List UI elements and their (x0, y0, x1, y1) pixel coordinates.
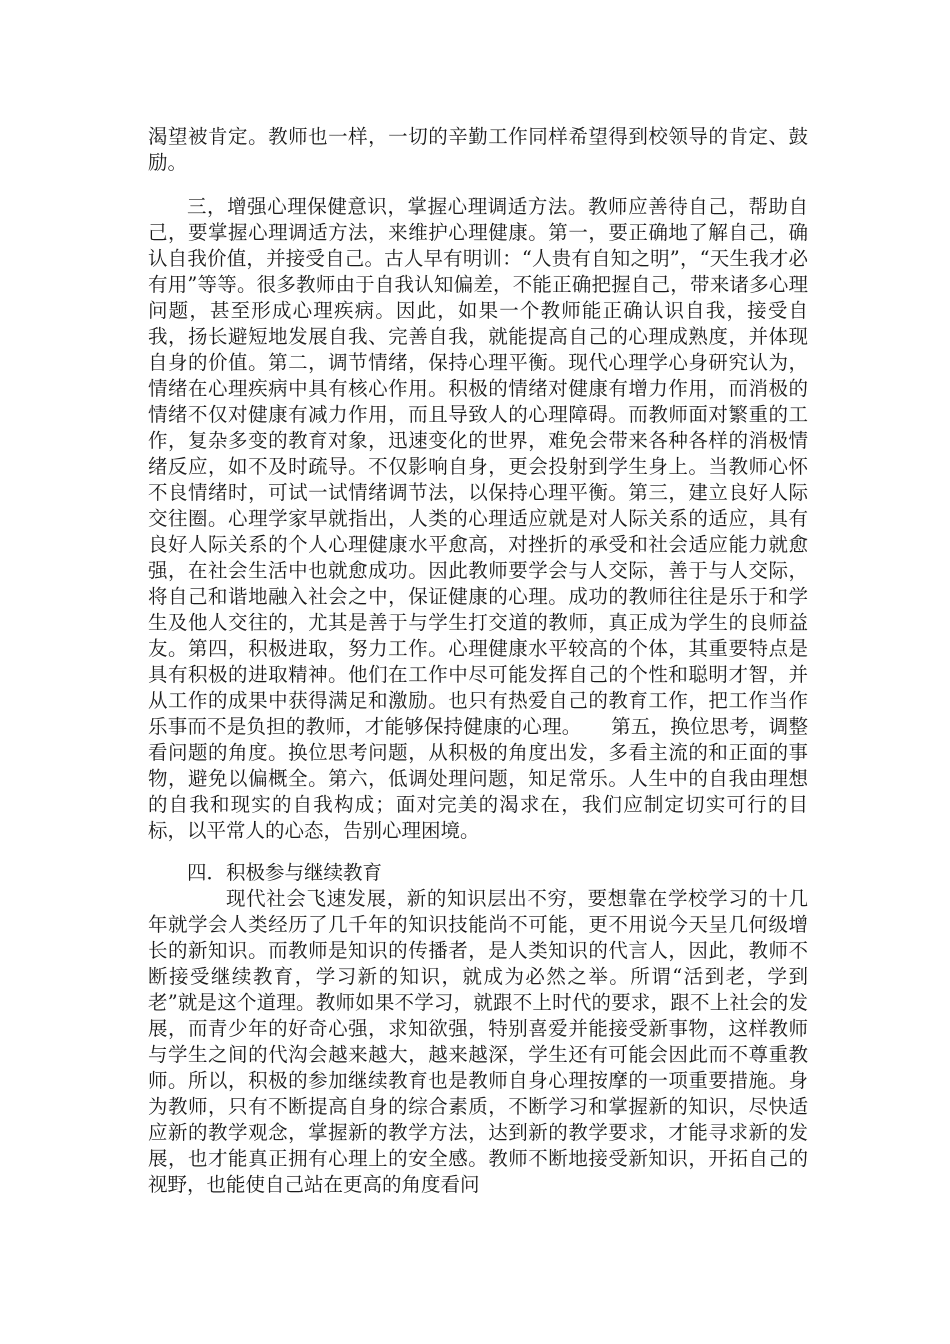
paragraph-section-three: 三，增强心理保健意识，掌握心理调适方法。教师应善待自己，帮助自己，要掌握心理调适方法，来维护心理健康。第一，要正确地了解自己，确认自我价值，并接受自己。古人早有明训：“人贵有自知之明”，“天生我才必有用”等等。很多教师由于自我认知偏差，不能正确把握自己，带来诸多心理问题，甚至形成心理疾病。因此，如果一个教师能正确认识自我，接受自我，扬长避短地发展自我、完善自我，就能提高自己的心理成熟度，并体现自身的价值。第二，调节情绪，保持心理平衡。现代心理学心身研究认为，情绪在心理疾病中具有核心作用。积极的情绪对健康有增力作用，而消极的情绪不仅对健康有减力作用，而且导致人的心理障碍。而教师面对繁重的工作，复杂多变的教育对象，迅速变化的世界，难免会带来各种各样的消极情绪反应，如不及时疏导。不仅影响自身，更会投射到学生身上。当教师心怀不良情绪时，可试一试情绪调节法，以保持心理平衡。第三，建立良好人际交往圈。心理学家早就指出，人类的心理适应就是对人际关系的适应，具有良好人际关系的个人心理健康水平愈高，对挫折的承受和社会适应能力就愈强，在社会生活中也就愈成功。因此教师要学会与人交际，善于与人交际，将自己和谐地融入社会之中，保证健康的心理。成功的教师往往是乐于和学生及他人交往的，尤其是善于与学生打交道的教师，真正成为学生的良师益友。第四，积极进取，努力工作。心理健康水平较高的个体，其重要特点是具有积极的进取精神。他们在工作中尽可能发挥自己的个性和聪明才智，并从工作的成果中获得满足和激励。也只有热爱自己的教育工作，把工作当作乐事而不是负担的教师，才能够保持健康的心理。 第五，换位思考，调整看问题的角度。换位思考问题，从积极的角度出发，多看主流的和正面的事物，避免以偏概全。第六，低调处理问题，知足常乐。人生中的自我由理想的自我和现实的自我构成；面对完美的渴求在，我们应制定切实可行的目标，以平常人的心态，告别心理困境。 (148, 195, 808, 842)
paragraph-section-four: 现代社会飞速发展，新的知识层出不穷，要想靠在学校学习的十几年就学会人类经历了几千年的知识技能尚不可能，更不用说今天呈几何级增长的新知识。而教师是知识的传播者，是人类知识的代言人，因此，教师不断接受继续教育，学习新的知识，就成为必然之举。所谓“活到老，学到老”就是这个道理。教师如果不学习，就跟不上时代的要求，跟不上社会的发展，而青少年的好奇心强，求知欲强，特别喜爱并能接受新事物，这样教师与学生之间的代沟会越来越大，越来越深，学生还有可能会因此而不尊重教师。所以，积极的参加继续教育也是教师自身心理按摩的一项重要措施。身为教师，只有不断提高自身的综合素质，不断学习和掌握新的知识，尽快适应新的教学观念，掌握新的教学方法，达到新的教学要求，才能寻求新的发展，也才能真正拥有心理上的安全感。教师不断地接受新知识，开拓自己的视野，也能使自己站在更高的角度看问 (148, 887, 808, 1196)
section-heading-four: 四．积极参与继续教育 (187, 861, 383, 884)
paragraph-continuation: 渴望被肯定。教师也一样，一切的辛勤工作同样希望得到校领导的肯定、鼓励。 (148, 125, 808, 174)
document-page (148, 124, 808, 1198)
